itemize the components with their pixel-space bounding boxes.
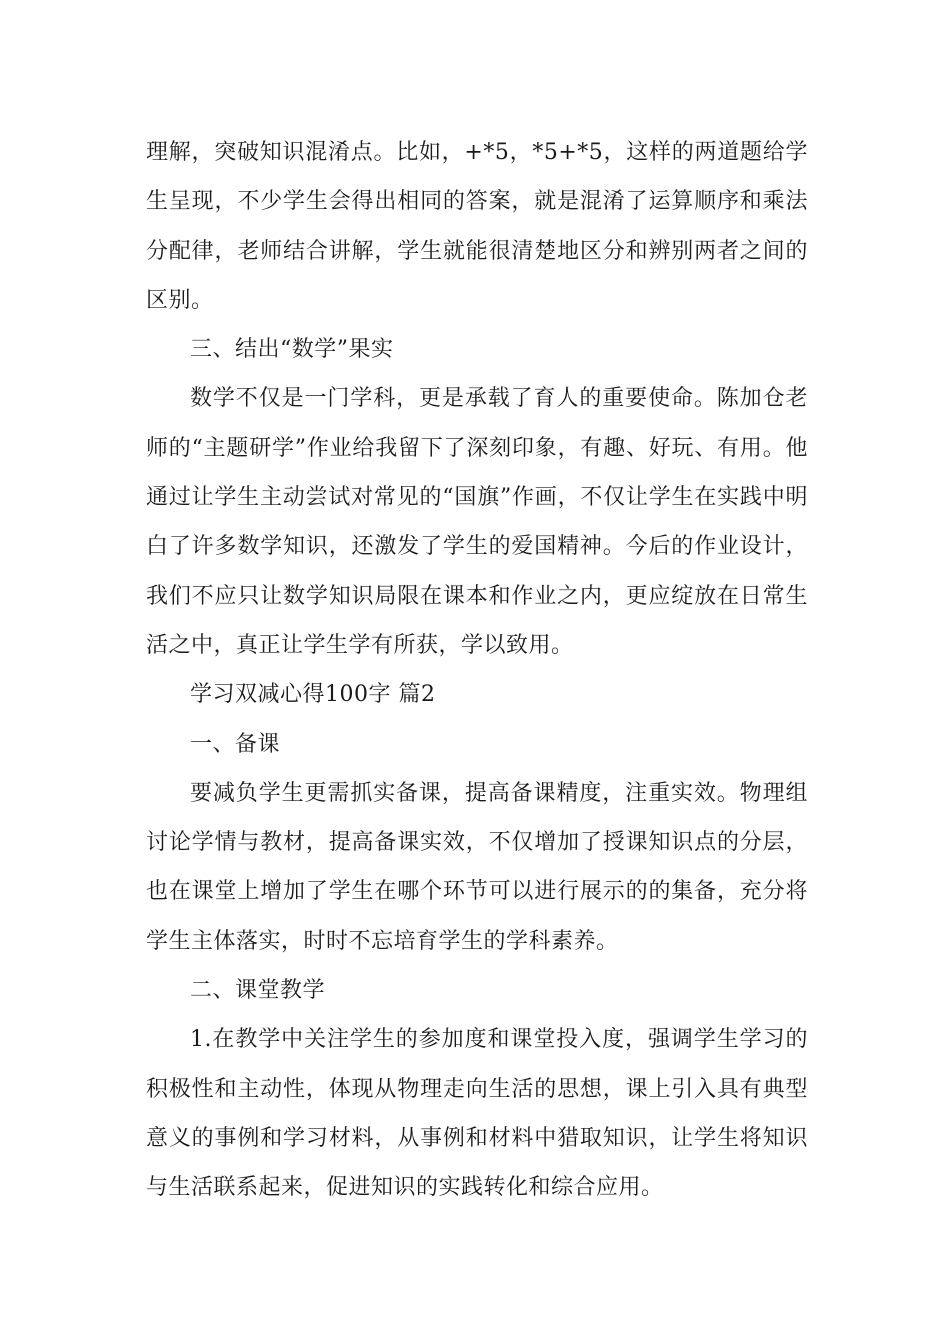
section-heading-3: 三、结出“数学”果实 — [190, 337, 394, 363]
section-heading-2: 二、课堂教学 — [190, 978, 326, 1004]
section-heading-1: 一、备课 — [190, 731, 281, 757]
document-body — [146, 128, 808, 1213]
paragraph: 要减负学生更需抓实备课，提高备课精度，注重实效。物理组讨论学情与教材，提高备课实效，不仅增加了授课知识点的分层，也在课堂上增加了学生在哪个环节可以进行展示的的集备，充分将学生主体落实，时时不忘培育学生的学科素养。 — [146, 780, 808, 954]
paragraph-continuation: 理解，突破知识混淆点。比如，+*5，*5+*5，这样的两道题给学生呈现，不少学生会得出相同的答案，就是混淆了运算顺序和乘法分配律，老师结合讲解，学生就能很清楚地区分和辨别两者之间的区别。 — [146, 140, 808, 313]
paragraph: 1.在教学中关注学生的参加度和课堂投入度，强调学生学习的积极性和主动性，体现从物理走向生活的思想，课上引入具有典型意义的事例和学习材料，从事例和材料中猎取知识，让学生将知识与生活联系起来，促进知识的实践转化和综合应用。 — [146, 1027, 808, 1201]
paragraph: 数学不仅是一门学科，更是承载了育人的重要使命。陈加仓老师的“主题研学”作业给我留下了深刻印象，有趣、好玩、有用。他通过让学生主动尝试对常见的“国旗”作画，不仅让学生在实践中明白了许多数学知识，还激发了学生的爱国精神。今后的作业设计，我们不应只让数学知识局限在课本和作业之内，更应绽放在日常生活之中，真正让学生学有所获，学以致用。 — [146, 386, 808, 658]
article-title: 学习双减心得100字 篇2 — [190, 682, 436, 708]
